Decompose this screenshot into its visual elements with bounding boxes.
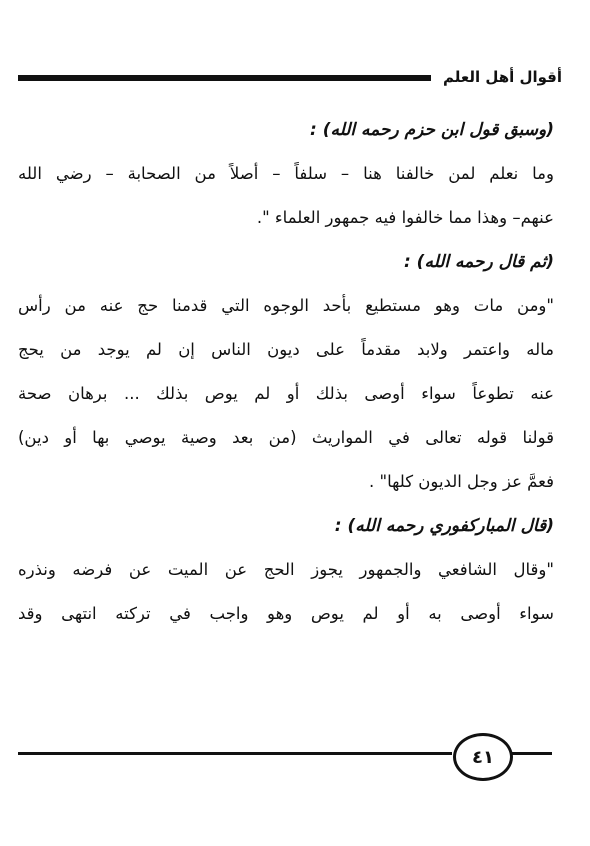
page-number: ٤١ (453, 733, 513, 781)
quote-heading-ibn-hazm: (وسبق قول ابن حزم رحمه الله) : (310, 120, 554, 140)
text-line: عنهم– وهذا مما خالفوا فيه جمهور العلماء ". (256, 208, 554, 227)
text-line: سواء أوصى به أو لم يوص وهو واجب في تركته انتهى وقد (18, 604, 554, 623)
text-line: عنه تطوعاً سواء أوصى بذلك أو لم يوص بذلك ... برهان صحة (18, 384, 554, 403)
text-line: "وقال الشافعي والجمهور يجوز الحج عن الميت عن فرضه ونذره (18, 560, 554, 579)
text-line: قولنا قوله تعالى في المواريث (من بعد وصية يوصي بها أو دين) (18, 428, 554, 447)
quote-heading-mubarakfuri: (قال المباركفوري رحمه الله) : (334, 516, 554, 536)
footer-rule-right (510, 752, 552, 755)
page-body (18, 108, 554, 636)
header-title: أقوال أهل العلم (431, 62, 572, 92)
text-line: "ومن مات وهو مستطيع بأحد الوجوه التي قدمنا حج عنه من رأس (18, 296, 554, 315)
text-line: وما نعلم لمن خالفنا هنا – سلفاً – أصلاً من الصحابة – رضي الله (18, 164, 554, 183)
footer-rule-left (18, 752, 452, 755)
text-line: فعمَّ عز وجل الديون كلها" . (369, 472, 554, 491)
quote-heading-then-said: (ثم قال رحمه الله) : (403, 252, 554, 272)
text-line: ماله واعتمر ولابد مقدماً على ديون الناس إن لم يوجد من يحج (18, 340, 554, 359)
